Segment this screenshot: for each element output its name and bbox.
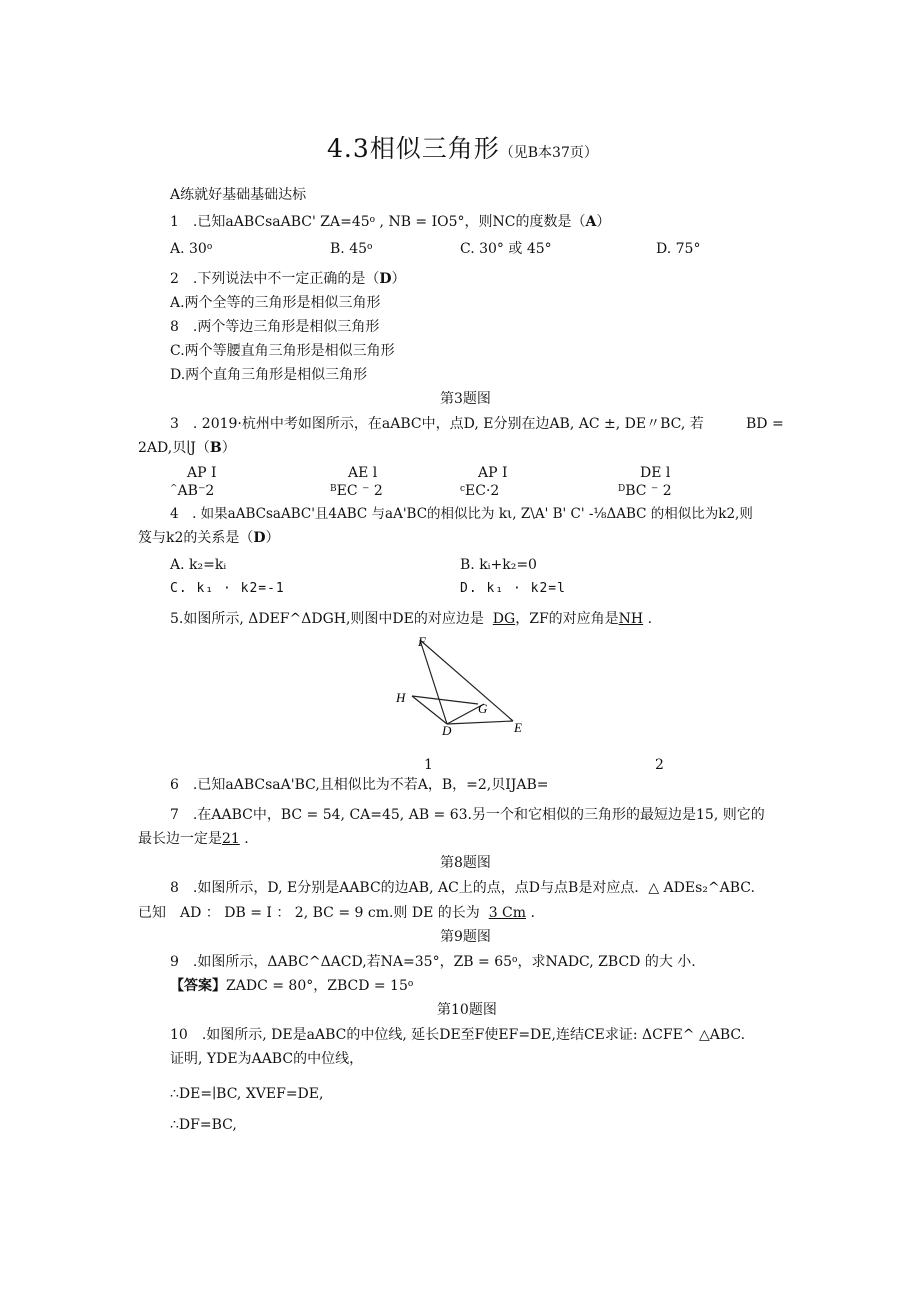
question-3-line1: 3 . 2019·杭州中考如图所示，在aABC中，点D, E分别在边AB, AC ±, DE〃BC, 若	[170, 416, 704, 432]
question-5: 5.如图所示, ΔDEF^ΔDGH,则图中DE的对应边是 DG，ZF的对应角是NH .	[170, 611, 653, 627]
q3-option-d-top: DE l	[640, 465, 671, 481]
q2-option-b: 8 .两个等边三角形是相似三角形	[170, 319, 380, 335]
q3-option-d-bottom: $^D$BC ⁻ 2	[618, 483, 672, 499]
q4-option-c: C. k₁ · k2=-1	[170, 581, 285, 596]
page-title	[327, 134, 598, 166]
question-4-line2: 笈与k2的关系是（D）	[138, 530, 280, 546]
page-number-right: 2	[655, 757, 664, 773]
q5-blank-2: NH	[618, 611, 644, 627]
q1-stem-rest: , NB = IO5°，则NC的度数是（	[375, 214, 586, 230]
question-3-line2: 2AD,贝∣J（B）	[138, 440, 236, 456]
label-e: E	[514, 720, 522, 735]
q4-option-b: B. kᵢ+k₂=0	[460, 557, 537, 573]
q2-answer: D	[379, 271, 392, 287]
q4-answer: D	[253, 530, 266, 546]
q3-option-b-bottom: $^B$EC ⁻ 2	[330, 483, 383, 499]
q1-stem: 1 .已知aABCsaABC' ZA=45	[170, 214, 370, 230]
label-h: H	[396, 690, 406, 705]
q2-option-d: D.两个直角三角形是相似三角形	[170, 367, 368, 383]
q4-option-a: A. k₂=kᵢ	[170, 557, 227, 573]
q2-option-a: A.两个全等的三角形是相似三角形	[170, 295, 381, 311]
q9-answer-tag: 【答案】	[170, 978, 226, 994]
q5-blank-1: DG	[492, 611, 516, 627]
q1-close: ）	[596, 214, 611, 230]
segment-fd	[420, 640, 447, 724]
figure-3-caption: 第3题图	[440, 391, 491, 407]
figure-8-caption: 第8题图	[440, 855, 491, 871]
question-2: 2 .下列说法中不一定正确的是（D）	[170, 271, 406, 287]
question-9: 9 .如图所示，ΔABC^ΔACD,若NA=35°，ZB = $65^o$，求NADC, ZBCD 的大 小.	[170, 954, 696, 970]
q10-proof-1: 证明, YDE为AABC的中位线，	[170, 1051, 364, 1067]
segment-hg	[412, 696, 478, 704]
question-8-line1: 8 .如图所示，D, E分别是AABC的边AB, AC上的点，点D与点B是对应点．△ ADEs₂^ABC.	[170, 880, 755, 896]
q3-option-b-top: AE l	[348, 465, 378, 481]
figure-5-diagram	[390, 632, 540, 742]
q2-option-c: C.两个等腰直角三角形是相似三角形	[170, 343, 395, 359]
figure-10-caption: 第10题图	[437, 1002, 497, 1018]
label-f: F	[418, 634, 426, 649]
q10-proof-3: ∴DF=BC,	[170, 1117, 237, 1133]
label-d: D	[442, 723, 452, 738]
q1-option-d: D. 75°	[656, 241, 701, 257]
q3-answer: B	[209, 440, 222, 456]
q1-option-b: B. 45$^o$	[330, 241, 373, 257]
q1-option-a: A. 30$^o$	[170, 241, 213, 257]
question-3-line1-end: BD =	[746, 416, 784, 432]
title-note: （见B本37页）	[499, 145, 598, 161]
question-1	[170, 213, 610, 233]
q1-option-c: C. 30° 或 45°	[460, 241, 552, 257]
q1-stem-degree: o	[369, 215, 376, 225]
segment-fe	[420, 640, 513, 721]
question-7-line1: 7 .在AABC中，BC = 54, CA=45, AB = 63.另一个和它相似的三角形的最短边是15, 则它的	[170, 807, 765, 823]
q9-answer: 【答案】ZADC = 80°，ZBCD = $15^o$	[170, 978, 414, 994]
q10-proof-2: ∴DE=∣BC, XVEF=DE,	[170, 1086, 324, 1102]
q1-answer: A	[585, 214, 597, 230]
question-8-line2: 已知 AD ： DB = I ： 2, BC = 9 cm.则 DE 的长为 3 Cm .	[138, 905, 535, 921]
figure-9-caption: 第9题图	[440, 929, 491, 945]
question-7-line2: 最长边一定是21 .	[138, 831, 249, 847]
q3-option-a-top: AP I	[187, 465, 217, 481]
page-number-left: 1	[424, 757, 433, 773]
label-g: G	[478, 701, 488, 716]
section-heading: A练就好基础基础达标	[170, 187, 307, 203]
q8-blank: 3 Cm	[488, 905, 527, 921]
q3-option-a-bottom: ^AB⁻2	[170, 483, 215, 499]
q7-blank: 21	[222, 831, 240, 847]
title-main: 4.3相似三角形	[327, 134, 500, 163]
q3-option-c-top: AP I	[478, 465, 508, 481]
question-10: 10 .如图所示, DE是aABC的中位线, 延长DE至F使EF=DE,连结CE求证: ΔCFE^ △ABC.	[170, 1027, 746, 1043]
q4-option-d: D. k₁ · k2=l	[460, 581, 566, 596]
question-4-line1: 4 . 如果aABCsaABC'且4ABC 与aA'BC的相似比为 kι, Z\A' B' C' -⅛ΔABC 的相似比为k2,则	[170, 506, 753, 522]
question-6: 6 .已知aABCsaA'BC,且相似比为不若A，B，=2,贝IJAB=	[170, 777, 549, 793]
segment-de	[447, 721, 513, 724]
q3-option-c-bottom: $^c$EC·2	[460, 483, 500, 499]
